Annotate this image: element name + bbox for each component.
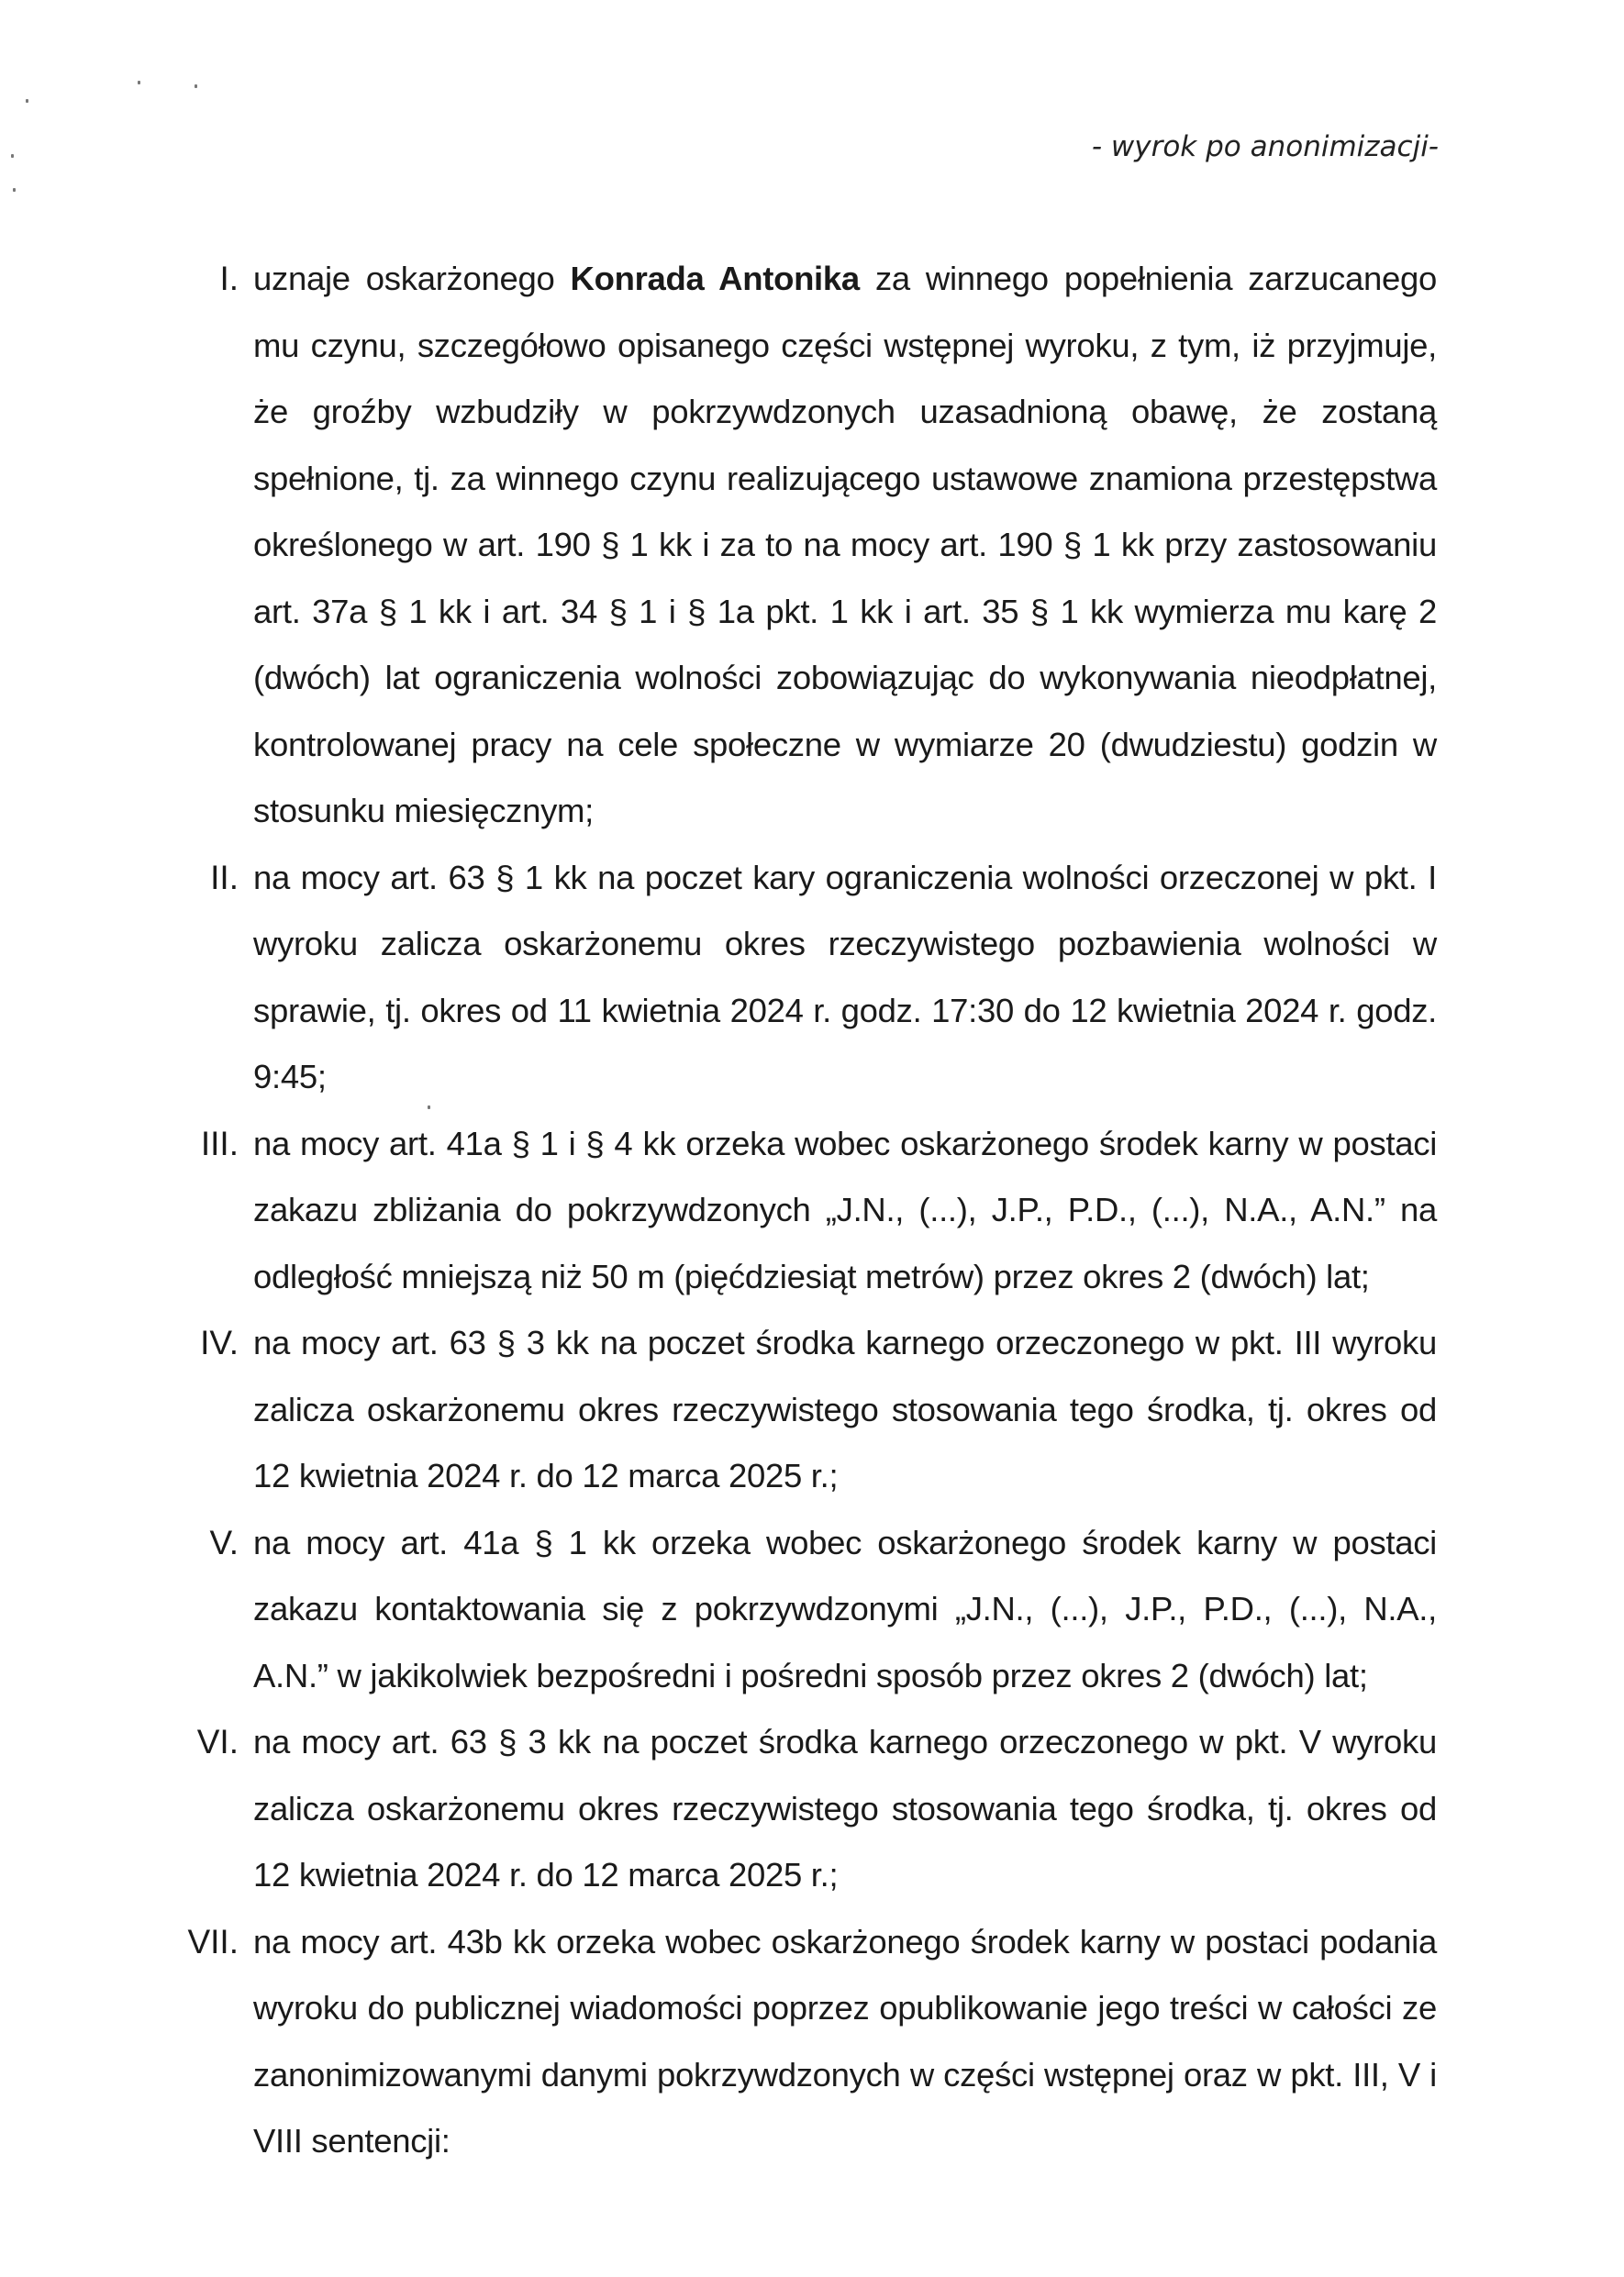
verdict-point-7: [187, 1909, 1437, 2175]
verdict-point-5: [209, 1510, 1437, 1710]
point-text: na mocy art. 63 § 3 kk na poczet środka karnego orzeczonego w pkt. III wyroku zalicza oskarżonemu okres rzeczywistego stosowania tego środka, tj. okres od 12 kwietnia 2024 r. do 12 marca 2025 r.;: [253, 1324, 1437, 1494]
point-numeral: I.: [219, 260, 239, 297]
verdict-point-4: [200, 1310, 1437, 1510]
anonymization-note: - wyrok po anonimizacji-: [1091, 130, 1439, 163]
point-text: na mocy art. 63 § 3 kk na poczet środka karnego orzeczonego w pkt. V wyroku zalicza oskarżonemu okres rzeczywistego stosowania tego środka, tj. okres od 12 kwietnia 2024 r. do 12 marca 2025 r.;: [253, 1723, 1437, 1894]
point-numeral: III.: [200, 1124, 239, 1162]
scan-speck: [195, 84, 197, 88]
point-numeral: IV.: [200, 1324, 239, 1361]
point-text: na mocy art. 63 § 1 kk na poczet kary ograniczenia wolności orzeczonej w pkt. I wyroku zalicza oskarżonemu okres rzeczywistego pozbawienia wolności w sprawie, tj. okres od 11 kwietnia 2024 r. godz. 17:30 do 12 kwietnia 2024 r. godz. 9:45;: [253, 858, 1437, 1095]
scan-speck: [26, 99, 28, 103]
defendant-name: Konrada Antonika: [570, 260, 860, 297]
point-text: na mocy art. 41a § 1 kk orzeka wobec oskarżonego środek karny w postaci zakazu kontaktowania się z pokrzywdzonymi „J.N., (...), J.P., P.D., (...), N.A., A.N.” w jakikolwiek bezpośredni i pośredni sposób przez okres 2 (dwóch) lat;: [253, 1523, 1437, 1694]
scan-speck: [11, 154, 14, 158]
verdict-point-3: [200, 1111, 1437, 1311]
verdict-point-2: [210, 845, 1437, 1111]
point-numeral: VI.: [196, 1723, 239, 1761]
verdict-points-list: [0, 246, 1624, 2175]
point-numeral: V.: [209, 1523, 239, 1561]
scan-speck: [138, 81, 140, 84]
point-numeral: VII.: [187, 1922, 239, 1960]
point-text: na mocy art. 43b kk orzeka wobec oskarżonego środek karny w postaci podania wyroku do publicznej wiadomości poprzez opublikowanie jego treści w całości ze zanonimizowanymi danymi pokrzywdzonych w części wstępnej oraz w pkt. III, V i VIII sentencji:: [253, 1922, 1437, 2160]
scan-speck: [13, 188, 16, 192]
point-text-part: za winnego popełnienia zarzucanego mu czynu, szczegółowo opisanego części wstępnej wyroku, z tym, iż przyjmuje, że groźby wzbudziły w pokrzywdzonych uzasadnioną obawę, że zostaną spełnione, tj. za winnego czynu realizującego ustawowe znamiona przestępstwa określonego w art. 190 § 1 kk i za to na mocy art. 190 § 1 kk przy zastosowaniu art. 37a § 1 kk i art. 34 § 1 i § 1a pkt. 1 kk i art. 35 § 1 kk wymierza mu karę 2 (dwóch) lat ograniczenia wolności zobowiązując do wykonywania nieodpłatnej, kontrolowanej pracy na cele społeczne w wymiarze 20 (dwudziestu) godzin w stosunku miesięcznym;: [253, 260, 1437, 829]
point-text: [253, 246, 1437, 845]
verdict-point-1: [219, 246, 1437, 845]
point-text-part: uznaje oskarżonego: [253, 260, 571, 297]
point-text: na mocy art. 41a § 1 i § 4 kk orzeka wobec oskarżonego środek karny w postaci zakazu zbliżania do pokrzywdzonych „J.N., (...), J.P., P.D., (...), N.A., A.N.” na odległość mniejszą niż 50 m (pięćdziesiąt metrów) przez okres 2 (dwóch) lat;: [253, 1124, 1437, 1295]
point-numeral: II.: [210, 858, 239, 896]
verdict-point-6: [196, 1709, 1437, 1909]
